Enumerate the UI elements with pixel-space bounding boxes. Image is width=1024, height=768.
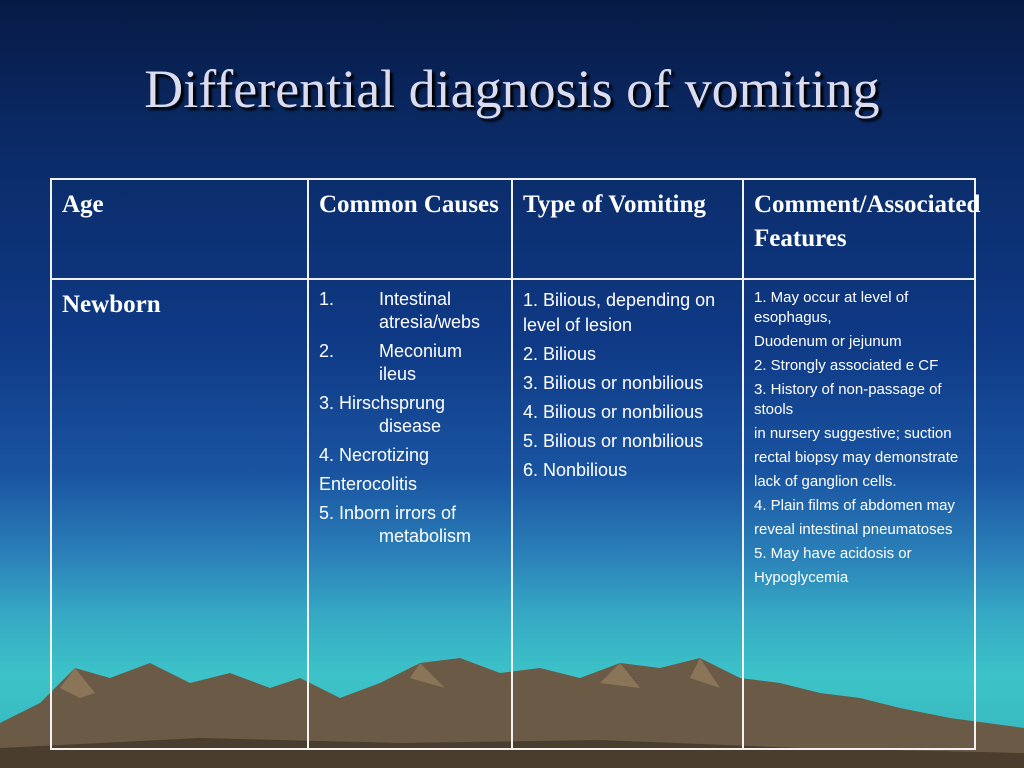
list-item: 3. History of non-passage of stools bbox=[754, 381, 942, 418]
cell-type-of-vomiting bbox=[512, 279, 743, 749]
list-item: 4. Plain films of abdomen may bbox=[754, 497, 955, 514]
list-item: Enterocolitis bbox=[319, 474, 418, 494]
list-item: 3. Hirschsprung disease bbox=[319, 393, 446, 436]
list-item: 5. Inborn irrors of metabolism bbox=[319, 503, 472, 546]
header-common-causes: Common Causes bbox=[308, 179, 512, 279]
list-item: 5. May have acidosis or bbox=[754, 545, 912, 562]
list-item: in nursery suggestive; suction bbox=[754, 425, 952, 442]
list-item: Duodenum or jejunum bbox=[754, 333, 902, 350]
list-item: reveal intestinal pneumatoses bbox=[754, 521, 953, 538]
list-item: Hypoglycemia bbox=[754, 569, 849, 586]
cell-age: Newborn bbox=[51, 279, 308, 749]
table-row-newborn bbox=[51, 279, 975, 749]
list-item: 5. Bilious or nonbilious bbox=[523, 431, 704, 451]
header-age: Age bbox=[51, 179, 308, 279]
table-header-row bbox=[51, 179, 975, 279]
list-item: 2. Bilious bbox=[523, 344, 597, 364]
list-item: 3. Bilious or nonbilious bbox=[523, 373, 704, 393]
list-item: 1. May occur at level of esophagus, bbox=[754, 289, 909, 326]
header-comment-features: Comment/Associated Features bbox=[743, 179, 975, 279]
list-item: 2. Meconium ileus bbox=[319, 341, 463, 384]
slide-title: Differential diagnosis of vomiting bbox=[144, 59, 880, 119]
list-item: 4. Necrotizing bbox=[319, 445, 430, 465]
header-type-of-vomiting: Type of Vomiting bbox=[512, 179, 743, 279]
list-item: 2. Strongly associated e CF bbox=[754, 357, 939, 374]
list-item: 6. Nonbilious bbox=[523, 460, 628, 480]
list-item: rectal biopsy may demonstrate bbox=[754, 449, 959, 466]
diagnosis-table bbox=[50, 178, 981, 750]
list-item: 1. Bilious, depending on level of lesion bbox=[523, 290, 716, 335]
cell-common-causes bbox=[308, 279, 512, 749]
cell-comments bbox=[743, 279, 975, 749]
list-item: 1. Intestinal atresia/webs bbox=[319, 289, 481, 332]
list-item: 4. Bilious or nonbilious bbox=[523, 402, 704, 422]
list-item: lack of ganglion cells. bbox=[754, 473, 897, 490]
